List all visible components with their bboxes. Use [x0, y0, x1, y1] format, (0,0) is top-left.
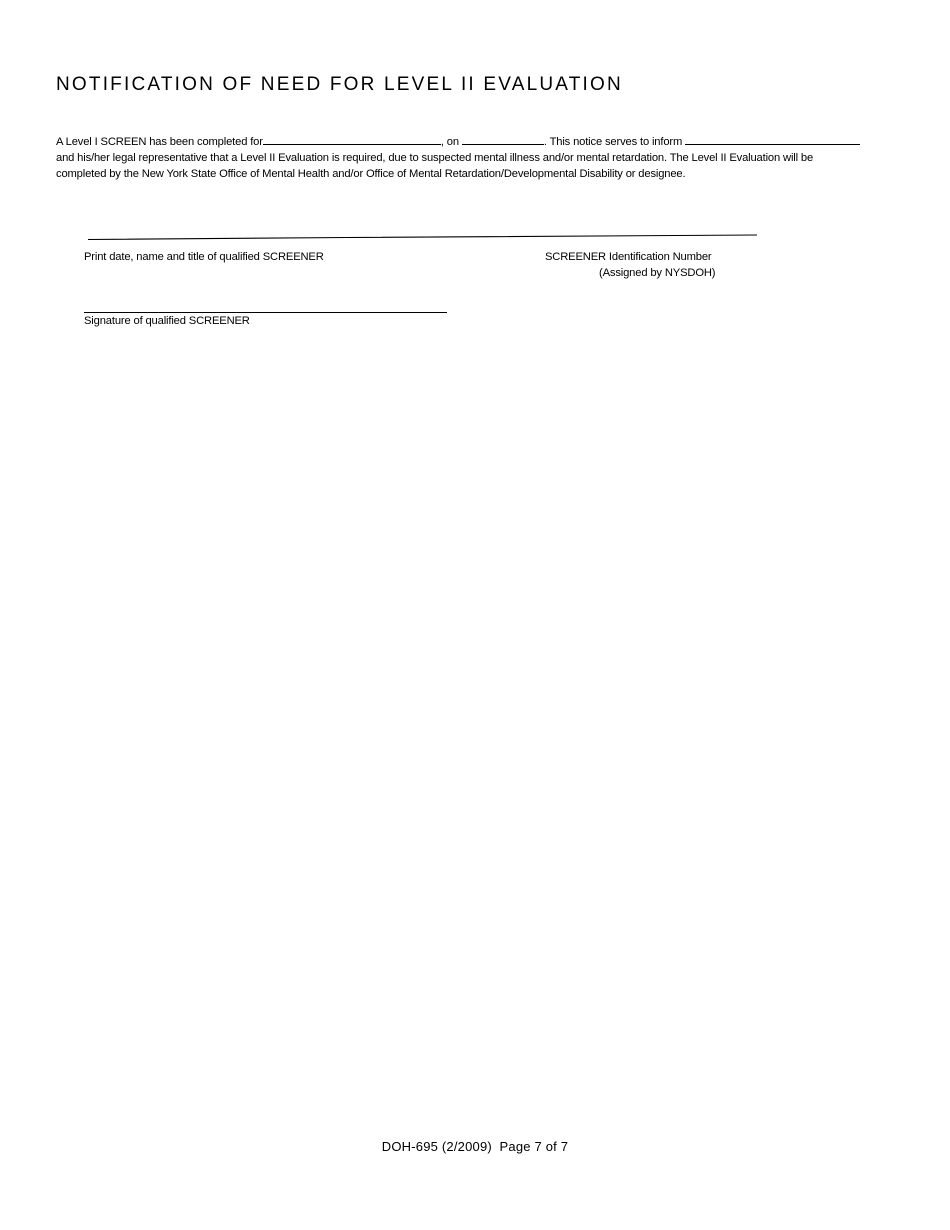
intro-text-inform: . This notice serves to inform	[543, 136, 686, 148]
signature-label: Signature of qualified SCREENER	[84, 315, 250, 327]
resident-name-field[interactable]	[263, 133, 441, 145]
intro-line-2: and his/her legal representative that a Level II Evaluation is required, due to suspected mental illness and/or mental retardation. The Level II Evaluation will be	[56, 152, 814, 164]
inform-recipient-field[interactable]	[685, 133, 860, 145]
intro-text-start: A Level I SCREEN has been completed for	[56, 136, 263, 148]
intro-line-1	[56, 133, 906, 150]
screen-date-field[interactable]	[462, 133, 544, 145]
page-footer: DOH-695 (2/2009) Page 7 of 7	[381, 1139, 569, 1154]
page-title: NOTIFICATION OF NEED FOR LEVEL II EVALUATION	[56, 74, 623, 95]
intro-paragraph	[56, 133, 906, 182]
screener-id-label: SCREENER Identification Number	[545, 251, 712, 263]
intro-text-on: , on	[440, 136, 462, 148]
print-name-label: Print date, name and title of qualified SCREENER	[84, 251, 324, 263]
print-name-line[interactable]	[88, 230, 757, 242]
intro-line-3: completed by the New York State Office of Mental Health and/or Office of Mental Retardation/Developmental Disability or designee.	[56, 168, 686, 180]
screener-id-sublabel: (Assigned by NYSDOH)	[599, 267, 716, 279]
